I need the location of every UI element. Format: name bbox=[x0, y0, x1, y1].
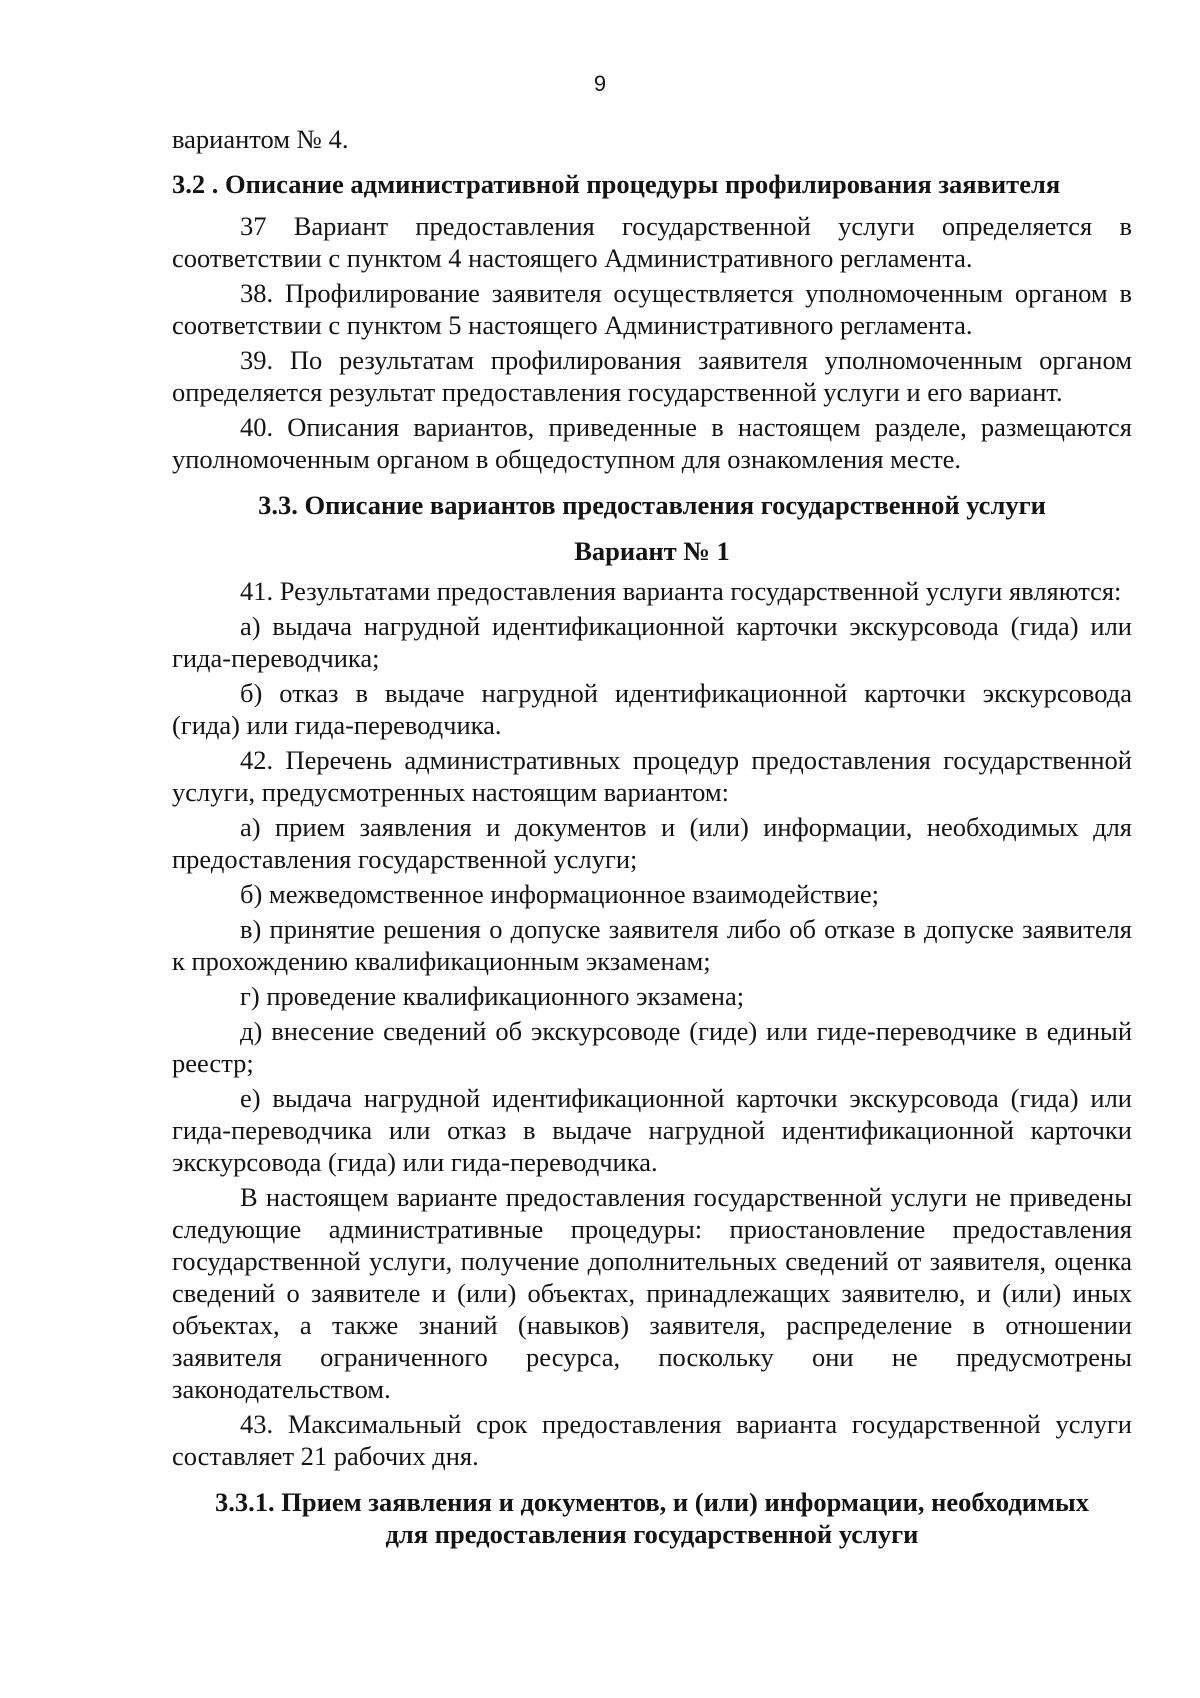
paragraph-42-a: а) прием заявления и документов и (или) информации, необходимых для предоставления государственной услуги; bbox=[172, 812, 1132, 874]
variant-heading: Вариант № 1 bbox=[574, 536, 730, 566]
section-heading-3-3-1-line1: 3.3.1. Прием заявления и документов, и (или) информации, необходимых bbox=[215, 1487, 1089, 1517]
paragraph-continuation: вариантом № 4. bbox=[172, 124, 349, 154]
paragraph-37: 37 Вариант предоставления государственной услуги определяется в соответствии с пунктом 4 настоящего Административного регламента. bbox=[172, 211, 1132, 273]
paragraph-42-d: д) внесение сведений об экскурсоводе (гиде) или гиде-переводчике в единый реестр; bbox=[172, 1016, 1132, 1078]
paragraph-41-b: б) отказ в выдаче нагрудной идентификационной карточки экскурсовода (гида) или гида-переводчика. bbox=[172, 678, 1132, 740]
paragraph-42-v: в) принятие решения о допуске заявителя либо об отказе в допуске заявителя к прохождению квалификационным экзаменам; bbox=[172, 914, 1132, 976]
section-heading-3-3: 3.3. Описание вариантов предоставления государственной услуги bbox=[258, 490, 1046, 520]
document-body bbox=[172, 123, 1132, 1550]
paragraph-42: 42. Перечень административных процедур предоставления государственной услуги, предусмотренных настоящим вариантом: bbox=[172, 745, 1132, 807]
section-heading-3-2: 3.2 . Описание административной процедуры профилирования заявителя bbox=[172, 169, 1061, 199]
section-heading-3-3-1-line2: для предоставления государственной услуги bbox=[385, 1519, 919, 1549]
paragraph-41-a: а) выдача нагрудной идентификационной карточки экскурсовода (гида) или гида-переводчика; bbox=[172, 611, 1132, 673]
paragraph-41: 41. Результатами предоставления варианта государственной услуги являются: bbox=[240, 576, 1122, 606]
page-number: 9 bbox=[593, 71, 607, 96]
paragraph-42-g: г) проведение квалификационного экзамена; bbox=[240, 981, 745, 1011]
paragraph-42-e: е) выдача нагрудной идентификационной карточки экскурсовода (гида) или гида-переводчика или отказ в выдаче нагрудной идентификационной карточки экскурсовода (гида) или гида-переводчика. bbox=[172, 1083, 1132, 1177]
paragraph-42-b: б) межведомственное информационное взаимодействие; bbox=[240, 879, 880, 909]
paragraph-not-included-procedures: В настоящем варианте предоставления государственной услуги не приведены следующие административные процедуры: приостановление предоставления государственной услуги, получение дополнительных сведений от заявителя, оценка сведений о заявителе и (или) объектах, принадлежащих заявителю, и (или) иных объектах, а также знаний (навыков) заявителя, распределение в отношении заявителя ограниченного ресурса, поскольку они не предусмотрены законодательством. bbox=[172, 1182, 1132, 1404]
paragraph-38: 38. Профилирование заявителя осуществляется уполномоченным органом в соответствии с пунктом 5 настоящего Административного регламента. bbox=[172, 278, 1132, 340]
paragraph-39: 39. По результатам профилирования заявителя уполномоченным органом определяется результат предоставления государственной услуги и его вариант. bbox=[172, 345, 1132, 407]
paragraph-40: 40. Описания вариантов, приведенные в настоящем разделе, размещаются уполномоченным органом в общедоступном для ознакомления месте. bbox=[172, 412, 1132, 474]
paragraph-43: 43. Максимальный срок предоставления варианта государственной услуги составляет 21 рабочих дня. bbox=[172, 1409, 1132, 1471]
